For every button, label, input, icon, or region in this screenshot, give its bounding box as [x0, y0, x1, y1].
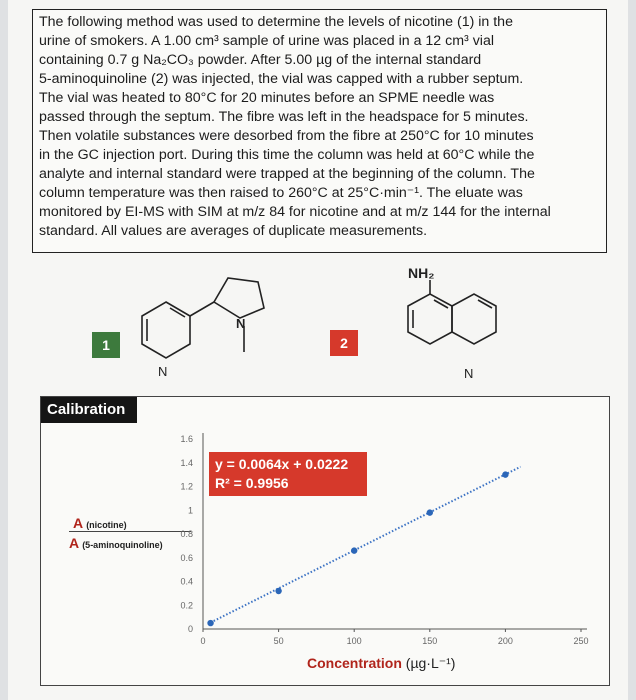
y-tick-label: 1.6	[180, 434, 193, 444]
data-point	[207, 620, 213, 626]
y-tick-label: 1	[187, 505, 193, 516]
x-tick-label: 0	[200, 636, 206, 646]
ylabel-num-sub: (nicotine)	[86, 520, 127, 530]
compound-2-badge: 2	[330, 330, 358, 356]
ylabel-num-main: A	[73, 515, 84, 531]
calibration-panel	[40, 396, 610, 686]
y-tick-label: 0.2	[180, 600, 193, 611]
x-tick-label: 100	[346, 636, 362, 646]
xlabel-main: Concentration	[307, 655, 402, 671]
text-line: containing 0.7 g Na₂CO₃ powder. After 5.00 µg of the internal standard	[39, 52, 482, 68]
r-squared-value: R² = 0.9956	[215, 475, 289, 491]
data-point	[275, 588, 281, 594]
text-line: standard. All values are averages of duplicate measurements.	[39, 223, 428, 239]
text-line: The vial was heated to 80°C for 20 minutes before an SPME needle was	[39, 90, 495, 106]
quinoline-n-label: N	[464, 366, 474, 381]
text-line: monitored by EI-MS with SIM at m/z 84 for nicotine and at m/z 144 for the internal	[39, 204, 551, 220]
ylabel-den-sub: (5-aminoquinoline)	[82, 540, 163, 550]
text-line: in the GC injection port. During this time the column was held at 60°C while the	[39, 147, 535, 163]
data-point	[502, 471, 508, 477]
ylabel-den-main: A	[69, 535, 80, 551]
text-line: passed through the septum. The fibre was left in the headspace for 5 minutes.	[39, 109, 529, 125]
document-page	[8, 0, 628, 700]
nicotine-structure	[118, 260, 288, 390]
text-line: column temperature was then raised to 260°C at 25°C·min⁻¹. The eluate was	[39, 185, 523, 201]
pyridine-n-label: N	[158, 364, 168, 379]
aminoquinoline-structure	[368, 258, 508, 388]
problem-text-box	[32, 9, 607, 253]
x-tick-label: 50	[273, 636, 284, 646]
xlabel-unit: (µg·L⁻¹)	[405, 655, 456, 671]
y-tick-label: 0.4	[180, 576, 193, 587]
data-point	[427, 509, 433, 515]
compound-1-badge: 1	[92, 332, 120, 358]
calibration-title: Calibration	[41, 397, 137, 423]
y-tick-label: 1.4	[180, 457, 193, 468]
calibration-chart	[41, 397, 608, 684]
y-tick-label: 1.2	[180, 481, 193, 492]
text-line: urine of smokers. A 1.00 cm³ sample of urine was placed in a 12 cm³ vial	[39, 33, 494, 49]
amine-group-label: NH₂	[408, 265, 435, 281]
regression-equation-box	[209, 452, 367, 496]
text-line: analyte and internal standard were trapped at the beginning of the column. The	[39, 166, 535, 182]
x-axis-label	[307, 655, 455, 672]
pyrrolidine-n-label: N	[236, 316, 246, 331]
x-tick-label: 200	[497, 636, 513, 646]
x-tick-label: 150	[422, 636, 438, 646]
y-tick-label: 0	[187, 624, 193, 634]
text-line: Then volatile substances were desorbed from the fibre at 250°C for 10 minutes	[39, 128, 534, 144]
x-tick-label: 250	[573, 636, 589, 646]
y-tick-label: 0.8	[180, 529, 193, 539]
regression-equation: y = 0.0064x + 0.0222	[215, 456, 349, 472]
y-tick-label: 0.6	[180, 552, 193, 563]
text-line: 5-aminoquinoline (2) was injected, the vial was capped with a rubber septum.	[39, 71, 524, 87]
text-line: The following method was used to determine the levels of nicotine (1) in the	[39, 14, 513, 30]
data-point	[351, 547, 357, 553]
